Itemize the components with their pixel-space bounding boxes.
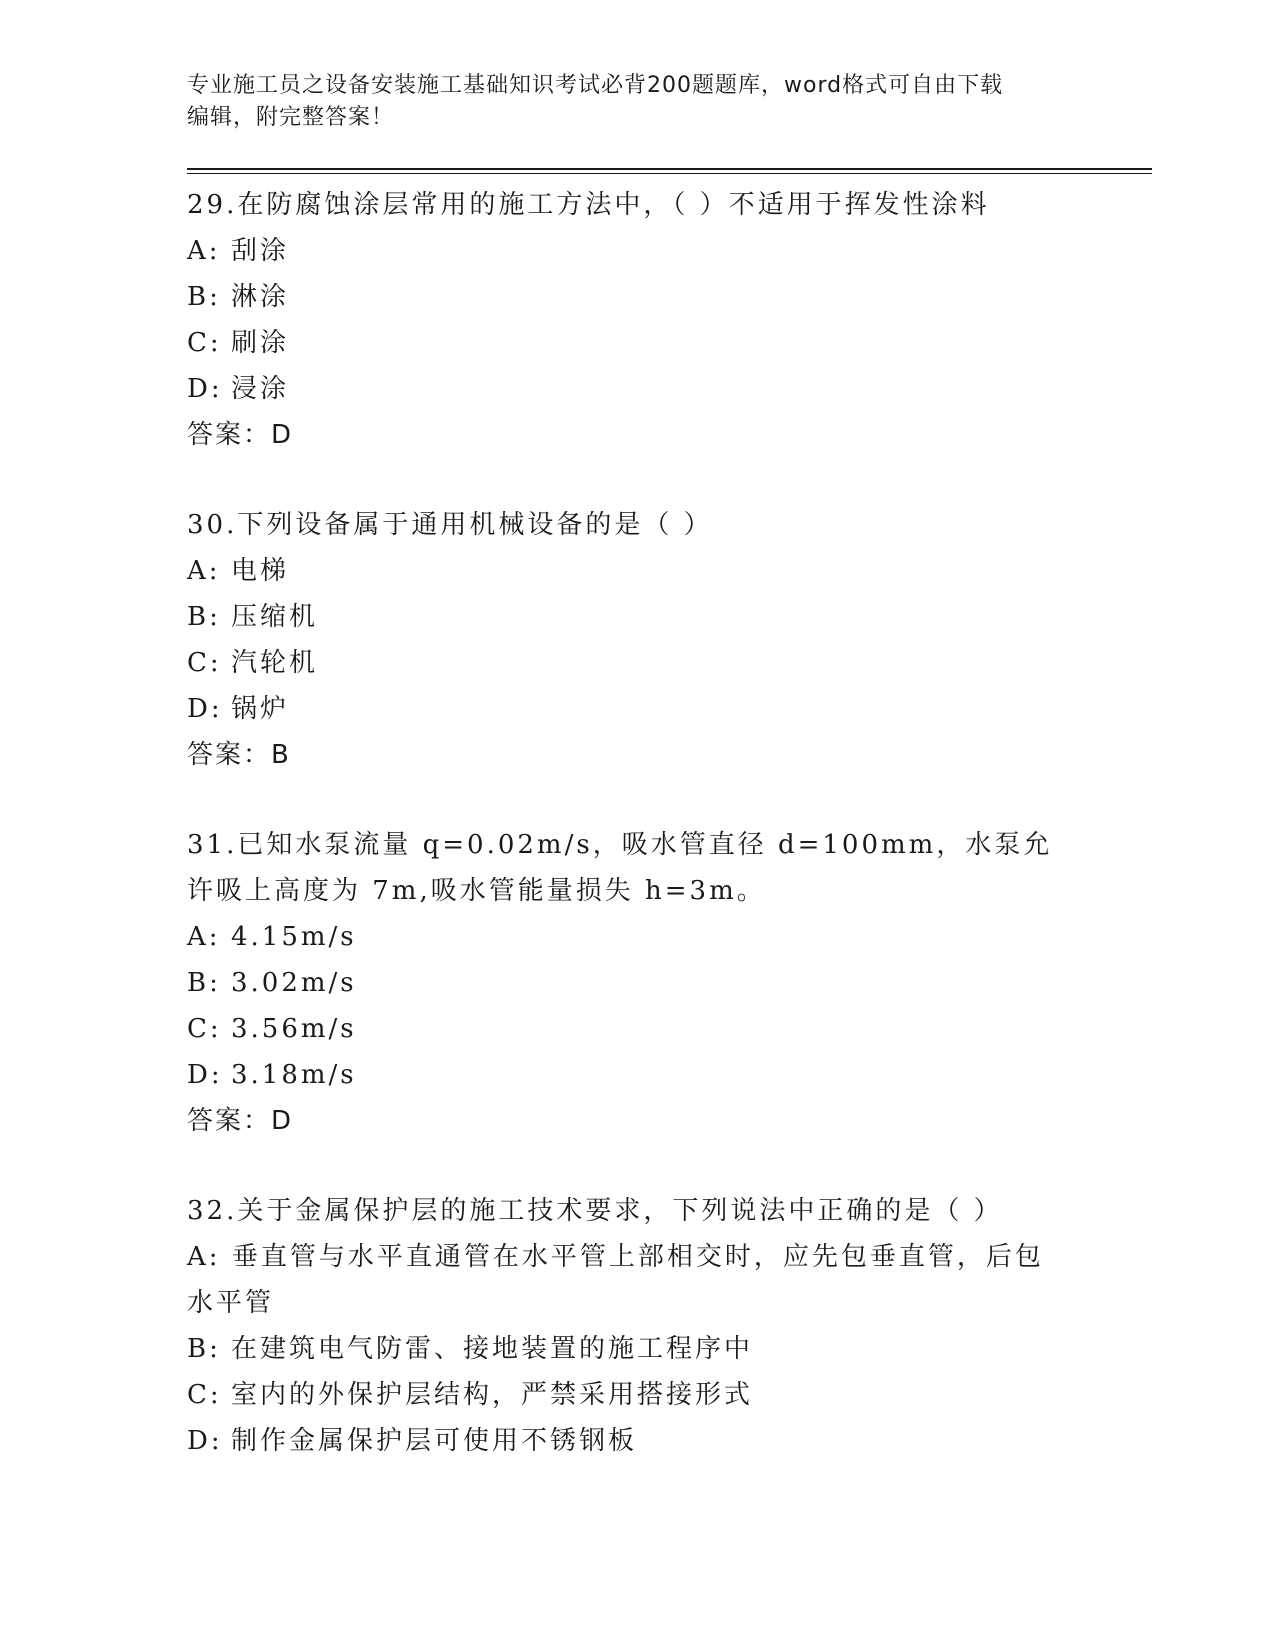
option-letter: C: <box>187 328 222 358</box>
question-text: 31.已知水泵流量 q=0.02m/s，吸水管直径 d=100mm，水泵允许吸上高度为 7m,吸水管能量损失 h=3m。 <box>187 830 1053 906</box>
option-letter: C: <box>187 648 222 678</box>
option-letter: B: <box>187 602 221 632</box>
option-letter: C: <box>187 1380 222 1410</box>
option-b <box>187 274 1147 320</box>
question-text: 30.下列设备属于通用机械设备的是（ ） <box>187 510 713 540</box>
option-c <box>187 320 1147 366</box>
option-text: 锅炉 <box>231 694 290 724</box>
option-a <box>187 1234 1067 1326</box>
option-text: 4.15m/s <box>231 922 357 952</box>
document-page <box>187 70 1147 1464</box>
option-letter: D: <box>187 374 223 404</box>
question-30 <box>187 502 1147 778</box>
option-letter: D: <box>187 1426 223 1456</box>
option-letter: A: <box>187 556 221 586</box>
answer-line: 答案：B <box>187 740 291 770</box>
header-line-2: 编辑，附完整答案！ <box>187 105 395 130</box>
option-b <box>187 960 1147 1006</box>
spacer <box>187 1144 1147 1188</box>
option-letter: B: <box>187 968 221 998</box>
question-text: 29.在防腐蚀涂层常用的施工方法中，（ ）不适用于挥发性涂料 <box>187 190 990 220</box>
option-c <box>187 1006 1147 1052</box>
option-text: 垂直管与水平直通管在水平管上部相交时，应先包垂直管，后包水平管 <box>187 1242 1044 1318</box>
option-text: 压缩机 <box>231 602 319 632</box>
header-line-1: 专业施工员之设备安装施工基础知识考试必背200题题库，word格式可自由下载 <box>187 73 1004 98</box>
option-text: 室内的外保护层结构，严禁采用搭接形式 <box>231 1380 754 1410</box>
option-text: 制作金属保护层可使用不锈钢板 <box>231 1426 638 1456</box>
option-d <box>187 366 1147 412</box>
question-29 <box>187 182 1147 458</box>
option-c <box>187 1372 1147 1418</box>
option-text: 刮涂 <box>231 236 290 266</box>
option-d <box>187 1418 1147 1464</box>
option-d <box>187 1052 1147 1098</box>
answer-line: 答案：D <box>187 1106 294 1136</box>
question-31 <box>187 822 1147 1144</box>
option-text: 汽轮机 <box>231 648 319 678</box>
option-text: 3.02m/s <box>231 968 357 998</box>
option-b <box>187 594 1147 640</box>
option-letter: B: <box>187 1334 221 1364</box>
option-letter: D: <box>187 694 223 724</box>
option-text: 浸涂 <box>231 374 290 404</box>
answer-line: 答案：D <box>187 420 294 450</box>
option-text: 电梯 <box>231 556 290 586</box>
spacer <box>187 458 1147 502</box>
option-text: 3.18m/s <box>231 1060 357 1090</box>
option-text: 刷涂 <box>231 328 290 358</box>
option-b <box>187 1326 1147 1372</box>
document-header <box>187 70 1067 134</box>
option-letter: A: <box>187 922 221 952</box>
option-a <box>187 548 1147 594</box>
question-32 <box>187 1188 1147 1464</box>
option-letter: C: <box>187 1014 222 1044</box>
option-text: 淋涂 <box>231 282 290 312</box>
option-a <box>187 228 1147 274</box>
option-letter: A: <box>187 236 221 266</box>
spacer <box>187 778 1147 822</box>
option-text: 3.56m/s <box>231 1014 357 1044</box>
option-letter: B: <box>187 282 221 312</box>
option-a <box>187 914 1147 960</box>
question-text: 32.关于金属保护层的施工技术要求，下列说法中正确的是（ ） <box>187 1196 1003 1226</box>
option-text: 在建筑电气防雷、接地装置的施工程序中 <box>231 1334 754 1364</box>
option-d <box>187 686 1147 732</box>
option-letter: A: <box>187 1242 221 1272</box>
header-divider <box>187 168 1152 174</box>
option-c <box>187 640 1147 686</box>
option-letter: D: <box>187 1060 223 1090</box>
